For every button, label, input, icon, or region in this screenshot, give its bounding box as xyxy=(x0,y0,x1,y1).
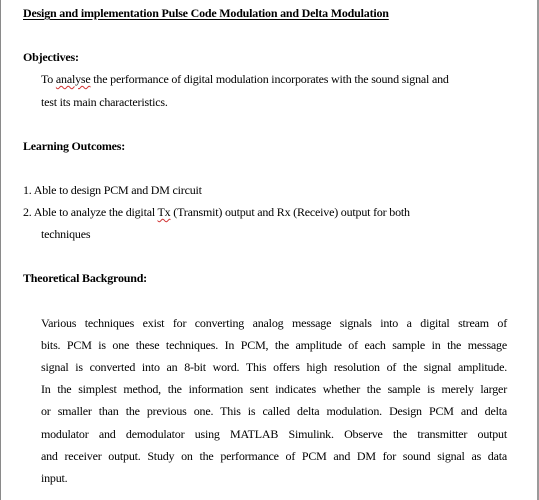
background-line xyxy=(41,360,507,374)
objectives-line-2: test its main characteristics. xyxy=(41,95,168,109)
document-title: Design and implementation Pulse Code Modulation and Delta Modulation xyxy=(23,6,389,20)
misspelled-word-tx[interactable]: Tx xyxy=(157,205,171,219)
objectives-text-end: the performance of digital modulation incorporates with the sound signal and xyxy=(90,72,449,86)
background-line-text: In the simplest method, the information sent indicates whether the sample is merely larger xyxy=(41,382,507,396)
outcome-item-2-start: 2. Able to analyze the digital xyxy=(23,205,158,219)
background-line-text: signal is converted into an 8-bit word. This offers high resolution of the signal amplitude. xyxy=(41,360,507,374)
background-line xyxy=(41,404,507,418)
background-line-text: or smaller than the previous one. This is called delta modulation. Design PCM and delta xyxy=(41,404,507,418)
learning-outcomes-heading: Learning Outcomes: xyxy=(23,139,126,153)
outcome-item-2-continuation: techniques xyxy=(41,227,91,241)
objectives-heading: Objectives: xyxy=(23,50,79,64)
background-line-text: and receiver output. Study on the performance of PCM and DM for sound signal as data xyxy=(41,449,507,463)
background-line xyxy=(41,316,507,330)
objectives-line-1 xyxy=(41,72,449,86)
background-line-text: bits. PCM is one these techniques. In PCM, the amplitude of each sample in the message xyxy=(41,338,507,352)
background-line xyxy=(41,449,507,463)
misspelled-word-analyse[interactable]: analyse xyxy=(55,72,91,86)
page-left-edge xyxy=(0,0,1,500)
background-line-text: modulator and demodulator using MATLAB Simulink. Observe the transmitter output xyxy=(41,427,507,441)
background-line-text: Various techniques exist for converting analog message signals into a digital stream of xyxy=(41,316,507,330)
background-line xyxy=(41,382,507,396)
background-line xyxy=(41,427,507,441)
outcome-item-2 xyxy=(23,205,410,219)
outcome-item-1: 1. Able to design PCM and DM circuit xyxy=(23,183,202,197)
outcome-item-2-end: (Transmit) output and Rx (Receive) output for both xyxy=(170,205,410,219)
objectives-text-start: To xyxy=(41,72,56,86)
background-heading: Theoretical Background: xyxy=(23,271,147,285)
background-line-last: input. xyxy=(41,471,68,485)
background-line xyxy=(41,338,507,352)
